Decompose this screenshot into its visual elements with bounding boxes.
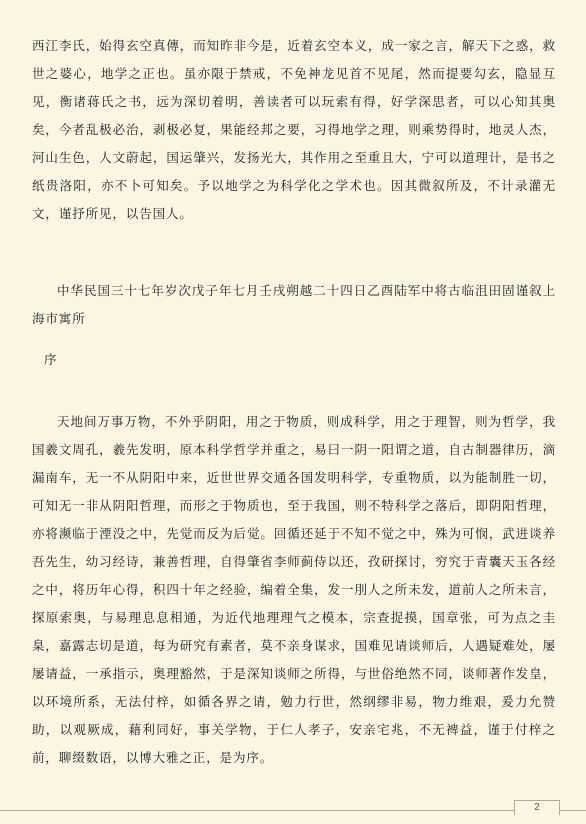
section-heading: 序 xyxy=(44,352,58,367)
footer-rule xyxy=(0,810,586,811)
date-signature-line: 中华民国三十七年岁次戊子年七月壬戌朔越二十四日乙酉陆军中将古临沮田固谨叙上海市寓所 xyxy=(32,283,556,326)
continued-paragraph: 西江李氏，始得玄空真傳，而知昨非今是，近着玄空本义，成一家之言，解天下之惑，救世之婆心，地学之正也。虽亦限于禁戒，不免神龙见首不见尾，然而提要勾玄，隐显互见，衡诸蒋氏之书，远为深切着明，善读者可以玩索有得，好学深思者，可以心知其奥矣，今者乱极必治，剥极必复，果能经邦之要，习得地学之理，则乘势得时，地灵人杰，河山生色，人文蔚起，国运肇兴，发扬光大，其作用之至重且大，宁可以道理计，是书之纸贵洛阳，亦不卜可知矣。予以地学之为科学化之学术也。因其微叙所及，不计录灌无文，谨抒所见，以告国人。 xyxy=(32,38,556,221)
preface-body: 天地间万事万物，不外乎阴阳，用之于物质，则成科学，用之于理智，则为哲学，我国羲文周孔，羲先发明，原本科学哲学并重之，易曰一阴一阳谓之道，自古制器律历，滴漏南车，无一不从阴阳中来，近世世界交通各国发明科学，专重物质，以为能制胜一切，可知无一非从阴阳哲理，而形之于物质也，至于我国，则不特科学之落后，即阴阳哲理，亦将濒临于湮没之中，先觉而反为后觉。回循还延于不知不觉之中，殊为可悯，武进谈养吾先生，幼习经诗，兼善哲理，自得肇省李师蓟侍以还，孜研探讨，穷究于青囊天玉各经之中，将历年心得，积四十年之经验，编着全集，发一刖人之所未发，道前人之所未言，探原索奥，与易理息息相通，为近代地理理气之模本，宗查捉摸，国章张，可为点之圭臬，嘉露志切是道，每为研究有素者，莫不亲身谋求，国难见请谈师后，人遇疑难处，屡屡请益，一承指示，奥理豁然，于是深知谈师之所得，与世俗绝然不同，谈师著作发皇，以环境所系，无法付梓，如循各界之请，勉力行世，然纲缪非易，物力维艰，爰力允赞助，以观厥成，藉利同好，事关学物，于仁人孝子，安亲宅兆，不无裨益，谨于付梓之前，聊缀数语，以博大雅之正，是为序。 xyxy=(32,414,556,765)
page-number: 2 xyxy=(514,800,560,815)
